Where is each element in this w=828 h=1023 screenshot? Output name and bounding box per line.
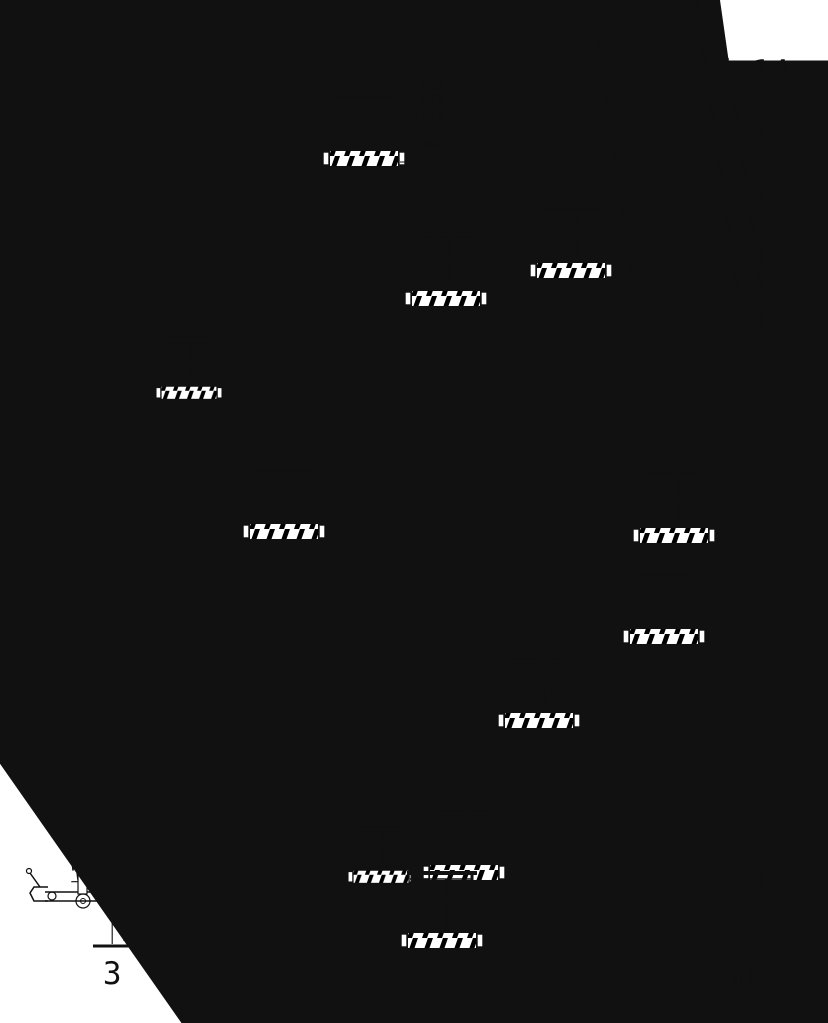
dimension-text: 1 800	[418, 76, 447, 152]
y-axis-label: 5	[752, 614, 771, 651]
x-axis-label: 4	[534, 956, 553, 992]
x-axis-label: 2	[410, 956, 430, 992]
y-axis-label: 7	[752, 489, 771, 526]
x-axis-label: 0	[287, 956, 307, 992]
y-axis-label: 9	[752, 365, 771, 402]
y-axis-label: 10	[752, 303, 790, 339]
y-axis-label: 12	[752, 178, 790, 215]
x-axis-label: 3	[472, 956, 492, 992]
x-axis-label: 2	[164, 956, 184, 992]
x-axis-unit: (m)	[718, 965, 757, 989]
y-axis-label: 14(m)	[752, 53, 828, 91]
y-axis-unit: (m)	[789, 66, 828, 91]
y-axis-label: 2	[752, 801, 771, 838]
y-axis-label: 8	[752, 427, 771, 464]
x-axis-label: 5	[595, 956, 615, 992]
y-axis-label: 13	[752, 116, 790, 153]
x-axis-label: 6	[657, 956, 676, 992]
y-axis-label: 3	[752, 739, 771, 776]
y-axis-label: 11	[752, 240, 790, 277]
x-axis-label: 3	[102, 956, 122, 992]
y-axis-label: 1	[752, 863, 771, 900]
x-axis-label: 1	[349, 956, 368, 992]
x-axis-label: 7(m)	[699, 956, 757, 992]
y-axis-label: 4	[752, 676, 771, 713]
x-axis-label: 1	[226, 956, 245, 992]
y-axis-label: 6	[752, 552, 771, 589]
